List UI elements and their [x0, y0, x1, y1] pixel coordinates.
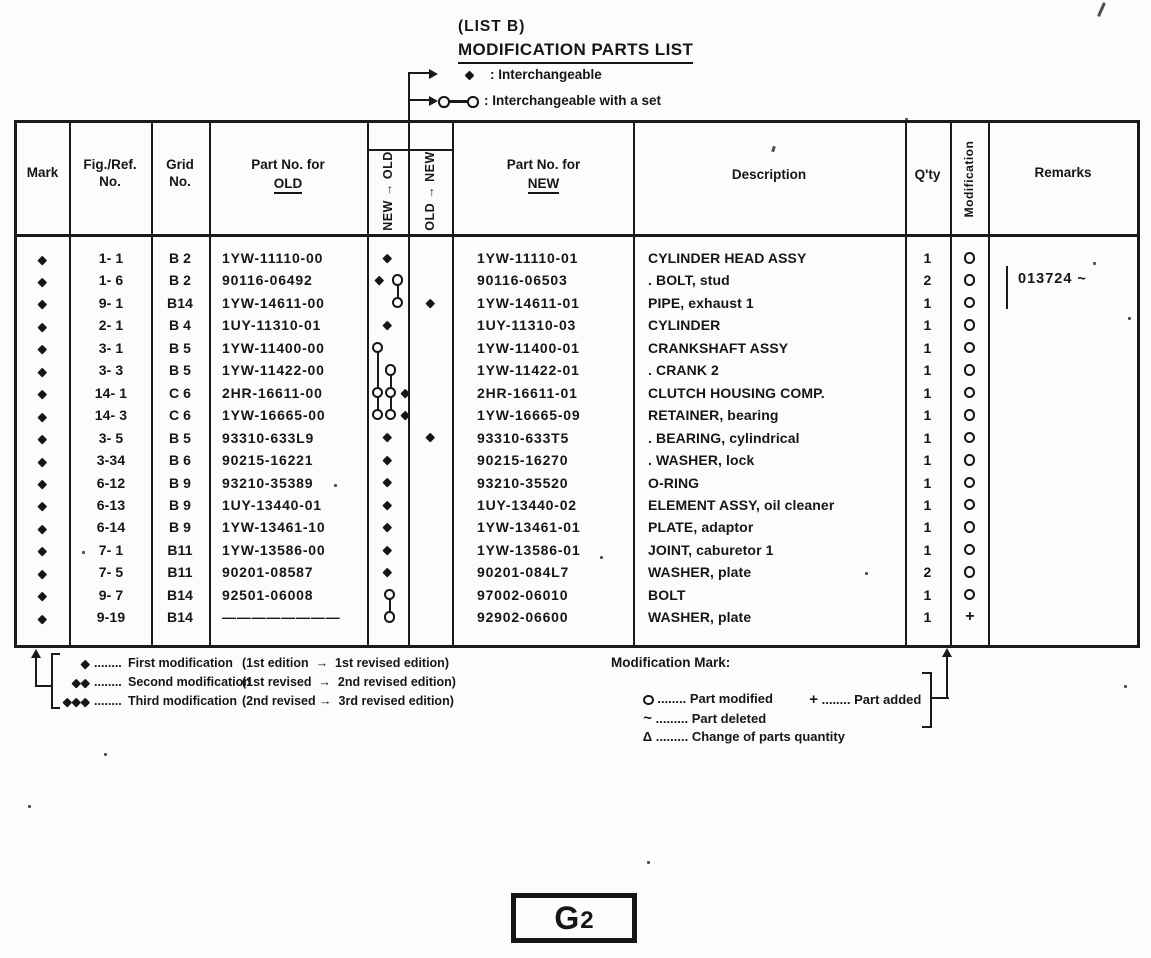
mark-cell — [16, 292, 69, 314]
footnote-leader: ........ — [94, 656, 122, 670]
scan-speck — [1128, 317, 1131, 320]
mark-cell — [16, 516, 69, 538]
description-cell: ELEMENT ASSY, oil cleaner — [648, 496, 835, 513]
asterisk-icon — [38, 390, 47, 399]
mark-cell — [16, 494, 69, 516]
description-cell: BOLT — [648, 586, 686, 603]
description-cell: JOINT, caburetor 1 — [648, 541, 774, 558]
fig-ref-cell: 9-19 — [96, 609, 126, 626]
new-part-cell: 93210-35520 — [477, 474, 569, 491]
table-row — [0, 314, 1151, 336]
qty-cell: 1 — [923, 407, 932, 424]
footnote-detail: (2nd revised → 3rd revised edition) — [242, 694, 454, 708]
scan-speck — [771, 146, 776, 153]
old-part-cell: 1UY-11310-01 — [222, 317, 322, 334]
description-cell: CLUTCH HOUSING COMP. — [648, 384, 825, 401]
header-grid-line1: Grid — [166, 157, 194, 172]
fig-ref-cell: 1- 6 — [98, 272, 124, 289]
fig-ref-cell: 1- 1 — [98, 250, 124, 266]
fig-ref-cell: 9- 7 — [98, 586, 124, 603]
mark-cell — [16, 404, 69, 426]
mark-cell — [16, 337, 69, 359]
grid-cell: B 6 — [168, 452, 192, 469]
modmark-bracket-stub — [922, 672, 932, 674]
set-link-line-icon — [449, 100, 469, 103]
mod-mark-text: Part modified — [689, 691, 773, 706]
table-row — [0, 247, 1151, 269]
table-row — [0, 292, 1151, 314]
header-new-underlined: NEW — [528, 176, 560, 194]
scan-speck — [334, 484, 337, 487]
legend-interchangeable: : Interchangeable — [490, 67, 602, 82]
modification-circle-icon — [964, 387, 976, 399]
scan-speck — [1097, 2, 1105, 17]
delta-mark-icon: Δ — [642, 729, 653, 744]
modification-plus-icon: + — [965, 608, 975, 626]
mod-mark-text: Part deleted — [691, 711, 767, 726]
set-link-circle-icon — [467, 96, 479, 108]
fig-ref-cell: 14- 1 — [94, 384, 128, 401]
old-part-cell: 1YW-13586-00 — [222, 541, 326, 558]
modification-circle-icon — [964, 521, 976, 533]
mark-cell — [16, 584, 69, 606]
mod-mark-title: Modification Mark: — [611, 655, 731, 670]
description-cell: . BOLT, stud — [648, 272, 730, 289]
modification-circle-icon — [964, 274, 976, 286]
modmark-arrow-stem — [946, 657, 948, 699]
header-new-to-old: NEW → OLD — [381, 151, 395, 231]
qty-cell: 1 — [923, 452, 932, 469]
asterisk-icon — [38, 255, 47, 264]
old-part-cell: 2HR-16611-00 — [222, 384, 323, 401]
mark-cell — [16, 561, 69, 583]
fig-ref-cell: 3- 5 — [98, 429, 124, 446]
new-part-cell: 90116-06503 — [477, 272, 568, 289]
description-cell: CRANKSHAFT ASSY — [648, 339, 789, 356]
old-part-cell: 1YW-11422-00 — [222, 362, 325, 379]
set-link-circle-icon — [392, 274, 404, 286]
table-row — [0, 472, 1151, 494]
old-part-cell: 92501-06008 — [222, 586, 314, 603]
asterisk-icon — [71, 697, 80, 706]
footnote-label: First modification — [128, 656, 233, 670]
table-row — [0, 382, 1151, 404]
asterisk-icon — [71, 678, 80, 687]
modification-circle-icon — [964, 432, 976, 444]
old-part-cell: 90116-06492 — [222, 272, 313, 289]
qty-cell: 1 — [923, 362, 932, 379]
arrow-right-icon — [429, 69, 438, 79]
qty-cell: 1 — [923, 384, 932, 401]
grid-cell: B14 — [167, 294, 193, 311]
qty-cell: 1 — [923, 519, 932, 536]
header-mark: Mark — [26, 165, 59, 180]
modification-circle-icon — [964, 454, 976, 466]
new-part-cell: 92902-06600 — [477, 609, 569, 626]
page-code-letter: G — [554, 899, 581, 936]
set-link-circle-icon — [384, 611, 396, 623]
grid-cell: B 9 — [168, 474, 192, 491]
fig-ref-cell: 7- 5 — [98, 564, 124, 581]
header-part-old-line1: Part No. for — [251, 157, 325, 172]
modmark-bracket-stub — [922, 726, 932, 728]
mark-cell — [16, 449, 69, 471]
grid-cell: B 5 — [168, 362, 192, 379]
description-cell: WASHER, plate — [648, 609, 752, 626]
header-remarks: Remarks — [1034, 165, 1092, 180]
modification-circle-icon — [964, 544, 976, 556]
table-row — [0, 539, 1151, 561]
mod-mark-item-added — [802, 676, 921, 708]
modification-circle-icon — [964, 499, 976, 511]
old-part-cell: 1YW-16665-00 — [222, 407, 326, 424]
qty-cell: 1 — [923, 586, 932, 603]
table-row — [0, 561, 1151, 583]
grid-cell: B 9 — [168, 519, 192, 536]
qty-cell: 1 — [923, 317, 932, 334]
modification-circle-icon — [964, 297, 976, 309]
scan-speck — [1124, 685, 1127, 688]
new-part-cell: 1YW-11422-01 — [477, 362, 580, 379]
asterisk-icon — [38, 614, 47, 623]
qty-cell: 1 — [923, 294, 932, 311]
grid-cell: B14 — [167, 609, 193, 626]
new-part-cell: 1YW-13586-01 — [477, 541, 581, 558]
new-part-cell: 1YW-13461-01 — [477, 519, 581, 536]
header-old-underlined: OLD — [274, 176, 303, 194]
table-border-bottom — [14, 645, 1140, 648]
description-cell: RETAINER, bearing — [648, 407, 779, 424]
grid-cell: B 2 — [168, 250, 192, 266]
table-row — [0, 449, 1151, 471]
table-row — [0, 337, 1151, 359]
page-title: MODIFICATION PARTS LIST — [458, 40, 693, 64]
header-fig-ref-line2: No. — [99, 174, 121, 189]
modification-circle-icon — [964, 409, 976, 421]
grid-cell: B 5 — [168, 339, 192, 356]
asterisk-icon — [38, 547, 47, 556]
page-code-box — [511, 893, 637, 943]
description-cell: . WASHER, lock — [648, 452, 755, 469]
modification-circle-icon — [964, 319, 976, 331]
old-part-cell: 1YW-14611-00 — [222, 294, 325, 311]
header-part-new-line1: Part No. for — [506, 157, 581, 172]
asterisk-icon — [38, 502, 47, 511]
asterisk-icon — [38, 480, 47, 489]
fig-ref-cell: 6-14 — [96, 519, 126, 536]
qty-cell: 2 — [923, 564, 932, 581]
grid-cell: B 9 — [168, 496, 192, 513]
header-grid — [151, 156, 209, 190]
new-part-cell: 1UY-11310-03 — [477, 317, 577, 334]
footnote-stars — [40, 675, 88, 689]
page-code-digit: 2 — [580, 906, 594, 934]
set-link-circle-icon — [438, 96, 450, 108]
mark-cell — [16, 606, 69, 628]
legend-arrow-stem — [408, 73, 410, 151]
grid-cell: B 2 — [168, 272, 192, 289]
description-cell: PLATE, adaptor — [648, 519, 754, 536]
footnote-label: Second modification — [128, 675, 251, 689]
new-part-cell: 1YW-11400-01 — [477, 339, 580, 356]
set-link-circle-icon — [385, 364, 397, 376]
grid-cell: B11 — [167, 541, 193, 558]
legend-arrow-branch — [408, 99, 430, 101]
new-part-cell: 1YW-11110-01 — [477, 250, 579, 266]
grid-cell: B14 — [167, 586, 193, 603]
fig-ref-cell: 6-12 — [96, 474, 126, 491]
remark-bracket-line — [1006, 266, 1008, 309]
old-part-cell: 93210-35389 — [222, 474, 314, 491]
grid-cell: C 6 — [168, 384, 192, 401]
mark-cell — [16, 359, 69, 381]
table-row — [0, 606, 1151, 628]
description-cell: O-RING — [648, 474, 700, 491]
asterisk-icon — [38, 300, 47, 309]
list-label: (LIST B) — [458, 18, 526, 35]
mark-cell — [16, 269, 69, 291]
set-link-line-icon — [377, 348, 380, 415]
asterisk-icon — [38, 412, 47, 421]
description-cell: CYLINDER HEAD ASSY — [648, 250, 807, 266]
modification-circle-icon — [964, 589, 976, 601]
asterisk-icon — [38, 435, 47, 444]
modmark-bracket — [930, 672, 932, 728]
scan-speck — [1093, 262, 1096, 265]
new-part-cell: 1YW-16665-09 — [477, 407, 581, 424]
asterisk-icon — [38, 278, 47, 287]
mod-mark-text: Part added — [854, 692, 922, 707]
header-fig-ref-line1: Fig./Ref. — [83, 157, 137, 172]
leader-dots: ........ — [653, 691, 690, 706]
old-part-cell: 90201-08587 — [222, 564, 314, 581]
asterisk-icon — [38, 345, 47, 354]
new-part-cell: 93310-633T5 — [477, 429, 570, 446]
asterisk-icon — [80, 659, 89, 668]
footnote-stars — [40, 656, 88, 670]
header-part-old — [209, 156, 367, 192]
scan-speck — [600, 556, 603, 559]
qty-cell: 1 — [923, 609, 932, 626]
mark-cell — [16, 539, 69, 561]
fig-ref-cell: 9- 1 — [98, 294, 124, 311]
fig-ref-cell: 14- 3 — [94, 407, 128, 424]
header-grid-line2: No. — [169, 174, 191, 189]
mod-mark-item-qty-change — [636, 714, 845, 744]
header-old-to-new: OLD → NEW — [423, 151, 437, 231]
scan-speck — [905, 118, 908, 121]
fig-ref-cell: 6-13 — [96, 496, 126, 513]
table-row — [0, 584, 1151, 606]
old-part-cell: 1YW-11110-00 — [222, 250, 324, 266]
table-row — [0, 516, 1151, 538]
plus-mark-icon: + — [809, 691, 818, 708]
asterisk-icon — [38, 367, 47, 376]
footnote-leader: ........ — [94, 675, 122, 689]
old-part-cell: ———————— — [222, 609, 341, 626]
header-fig-ref — [69, 156, 151, 190]
mark-cell — [16, 427, 69, 449]
asterisk-icon — [38, 569, 47, 578]
description-cell: PIPE, exhaust 1 — [648, 294, 754, 311]
footnote-arrow-stem — [35, 657, 37, 687]
description-cell: WASHER, plate — [648, 564, 752, 581]
footnote-detail: (1st revised → 2nd revised edition) — [242, 675, 456, 689]
scan-speck — [647, 861, 650, 864]
fig-ref-cell: 3- 3 — [98, 362, 124, 379]
mark-cell — [16, 247, 69, 269]
table-row — [0, 269, 1151, 291]
new-part-cell: 2HR-16611-01 — [477, 384, 578, 401]
qty-cell: 1 — [923, 429, 932, 446]
modification-circle-icon — [964, 477, 976, 489]
leader-dots: ......... — [652, 711, 692, 726]
asterisk-icon — [80, 697, 89, 706]
scan-speck — [82, 551, 85, 554]
header-part-new — [454, 156, 633, 192]
scan-speck — [865, 572, 868, 575]
new-part-cell: 90215-16270 — [477, 452, 569, 469]
qty-cell: 2 — [923, 272, 932, 289]
arrow-up-icon — [942, 648, 952, 657]
footnote-stars — [40, 694, 88, 708]
old-part-cell: 90215-16221 — [222, 452, 314, 469]
mark-cell — [16, 382, 69, 404]
asterisk-icon — [465, 71, 475, 81]
table-row — [0, 359, 1151, 381]
new-part-cell: 90201-084L7 — [477, 564, 570, 581]
qty-cell: 1 — [923, 250, 932, 266]
asterisk-icon — [38, 592, 47, 601]
old-part-cell: 1UY-13440-01 — [222, 496, 322, 513]
scan-speck — [104, 753, 107, 756]
asterisk-icon — [38, 525, 47, 534]
fig-ref-cell: 3-34 — [96, 452, 126, 469]
old-part-cell: 1YW-11400-00 — [222, 339, 325, 356]
fig-ref-cell: 3- 1 — [98, 339, 124, 356]
description-cell: CYLINDER — [648, 317, 721, 334]
qty-cell: 1 — [923, 474, 932, 491]
tilde-mark-icon: ~ — [643, 710, 652, 727]
qty-cell: 1 — [923, 541, 932, 558]
old-part-cell: 93310-633L9 — [222, 429, 315, 446]
qty-cell: 1 — [923, 339, 932, 356]
new-part-cell: 97002-06010 — [477, 586, 569, 603]
new-part-cell: 1UY-13440-02 — [477, 496, 577, 513]
new-part-cell: 1YW-14611-01 — [477, 294, 580, 311]
leader-dots: ......... — [652, 729, 692, 744]
modification-circle-icon — [964, 566, 976, 578]
footnote-label: Third modification — [128, 694, 238, 708]
mark-cell — [16, 314, 69, 336]
description-cell: . BEARING, cylindrical — [648, 429, 800, 446]
legend-arrow-branch — [408, 72, 430, 74]
asterisk-icon — [38, 457, 47, 466]
modification-circle-icon — [964, 342, 976, 354]
scan-speck — [28, 805, 31, 808]
header-modification: Modification — [962, 140, 976, 218]
legend-interchangeable-set: : Interchangeable with a set — [484, 93, 662, 108]
leader-dots: ........ — [818, 692, 855, 707]
arrow-right-icon — [429, 96, 438, 106]
modification-circle-icon — [964, 364, 976, 376]
footnote-detail: (1st edition → 1st revised edition) — [242, 656, 449, 670]
asterisk-icon — [38, 322, 47, 331]
grid-cell: B11 — [167, 564, 193, 581]
table-row — [0, 427, 1151, 449]
asterisk-icon — [62, 697, 71, 706]
grid-cell: B 5 — [168, 429, 192, 446]
footnote-leader: ........ — [94, 694, 122, 708]
qty-cell: 1 — [923, 496, 932, 513]
header-qty: Q'ty — [914, 167, 941, 182]
header-description: Description — [731, 167, 807, 182]
fig-ref-cell: 7- 1 — [98, 541, 124, 558]
mod-mark-text: Change of parts quantity — [691, 729, 845, 744]
old-part-cell: 1YW-13461-10 — [222, 519, 326, 536]
remark-serial: 013724 ~ — [1018, 271, 1087, 287]
asterisk-icon — [80, 678, 89, 687]
table-row — [0, 494, 1151, 516]
fig-ref-cell: 2- 1 — [98, 317, 124, 334]
grid-cell: B 4 — [168, 317, 192, 334]
table-row — [0, 404, 1151, 426]
mark-cell — [16, 472, 69, 494]
grid-cell: C 6 — [168, 407, 192, 424]
modification-circle-icon — [964, 252, 976, 264]
description-cell: . CRANK 2 — [648, 362, 719, 379]
